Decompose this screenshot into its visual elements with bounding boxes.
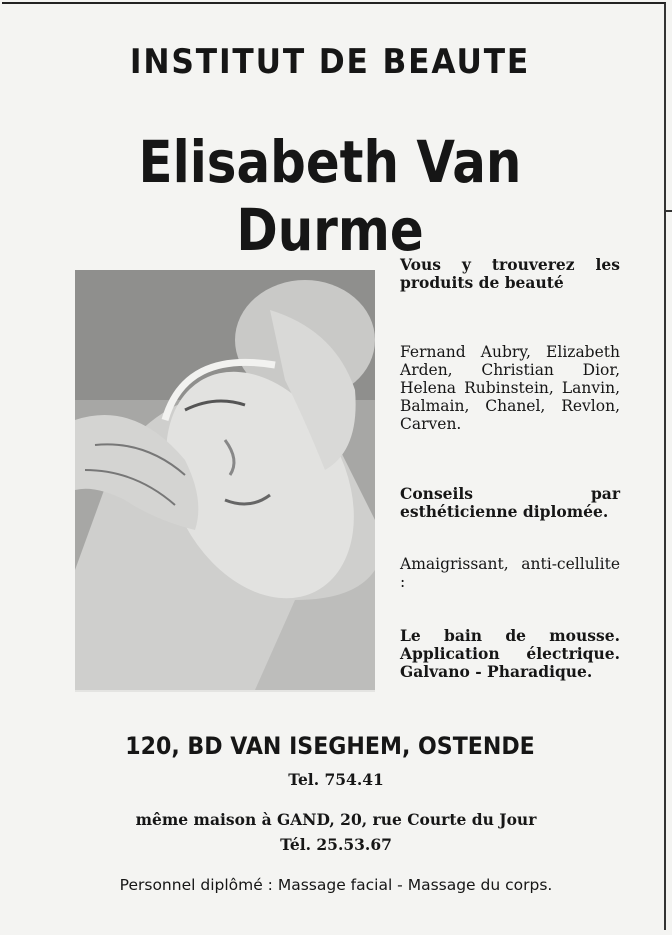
advice-text: Conseils par esthéticienne diplomée. [400, 484, 620, 521]
address: 120, BD VAN ISEGHEM, OSTENDE [125, 732, 535, 760]
telephone-gand: Tél. 25.53.67 [280, 835, 392, 854]
brand-list: Fernand Aubry, Elizabeth Arden, Christian Dior, Helena Rubinstein, Lanvin, Balmain, Chanel, Revlon, Carven. [400, 343, 620, 433]
telephone-ostende: Tel. 754.41 [288, 770, 384, 789]
slimming-text: Amaigrissant, anti-cellulite : [400, 555, 620, 591]
photo-illustration [75, 270, 375, 692]
brand-name: Elisabeth Van Durme [138, 128, 522, 264]
institute-heading: INSTITUT DE BEAUTE [129, 42, 531, 82]
second-location: même maison à GAND, 20, rue Courte du Jour [135, 810, 537, 829]
treatments-text: Le bain de mousse. Application électrique. Galvano - Pharadique. [400, 626, 620, 681]
edge-rule [664, 210, 672, 222]
products-intro: Vous y trouverez les produits de beauté [400, 255, 620, 292]
staff-services: Personnel diplômé : Massage facial - Massage du corps. [119, 876, 553, 894]
facial-treatment-photo [75, 270, 375, 692]
